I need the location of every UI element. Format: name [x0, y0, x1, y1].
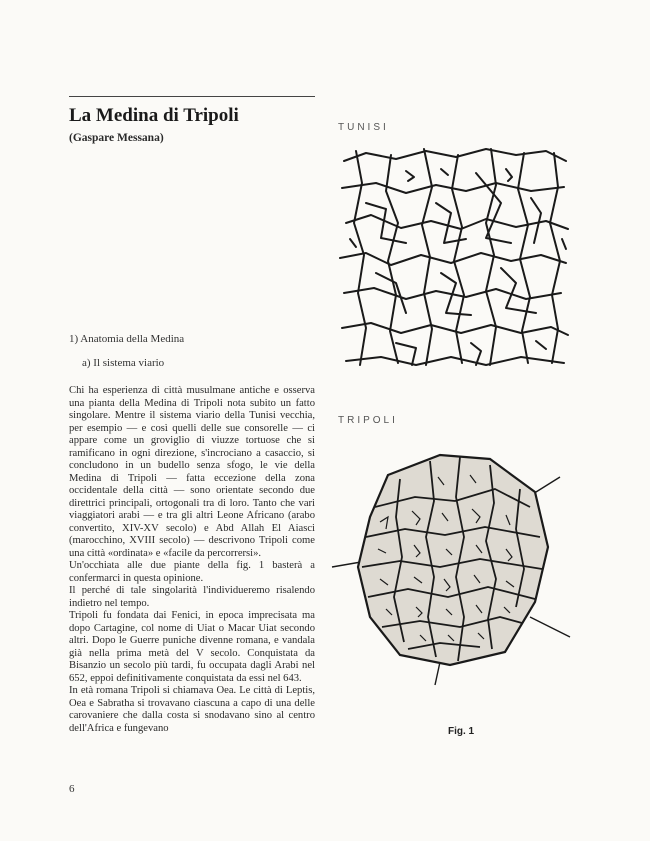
map-label-tripoli: TRIPOLI — [338, 415, 398, 426]
body-paragraph: Un'occhiata alle due piante della fig. 1 basterà a confermarci in questa opinione. — [69, 560, 315, 584]
page-number: 6 — [69, 783, 75, 795]
figure-caption: Fig. 1 — [448, 726, 475, 737]
article-author: (Gaspare Messana) — [69, 132, 164, 144]
tripoli-street-map — [330, 437, 580, 687]
article-body — [69, 385, 315, 735]
body-paragraph: Il perché di tale singolarità l'individueremo risalendo indietro nel tempo. — [69, 585, 315, 609]
title-rule — [69, 96, 315, 97]
body-paragraph: Chi ha esperienza di città musulmane antiche e osserva una pianta della Medina di Tripoli nota subito un fatto singolare. Mentre il sistema viario della Tunisi vecchia, per esempio — e così quelli delle sue consorelle — ci appare come un groviglio di viuzze tortuose che si ramificano in ogni direzione, s'incrociano a casaccio, si concludono in un budello senza sfogo, le vie della Medina di Tripoli — fatta eccezione della zona occidentale della città — sono orientate secondo due direttrici principali, ortogonali tra di loro. Tanto che vari viaggiatori arabi — e tra gli altri Leone Africano (arabo convertito, XIV-XV secolo) e Abd Allah El Aiasci (marocchino, XVIII secolo) — descrivono Tripoli come una città «ordinata» e «facile da percorrersi». — [69, 385, 315, 559]
map-label-tunisi: TUNISI — [338, 122, 389, 133]
article-title: La Medina di Tripoli — [69, 105, 239, 126]
subsection-heading: a) Il sistema viario — [82, 357, 165, 369]
body-paragraph: In età romana Tripoli si chiamava Oea. Le città di Leptis, Oea e Sabratha si trovavano ciascuna a capo di una delle carovaniere che dalla costa si snodavano sino al centro dell'Africa e fungevano — [69, 685, 315, 734]
section-heading: 1) Anatomia della Medina — [69, 333, 185, 345]
tunisi-street-map — [336, 143, 572, 373]
body-paragraph: Tripoli fu fondata dai Fenici, in epoca imprecisata ma dopo Cartagine, col nome di Uiat o Macar Uiat secondo altri. Dopo le Guerre puniche divenne romana, e vandala già nella prima metà del V secolo. Conquistata da Bisanzio un secolo più tardi, fu occupata dagli Arabi nel 652, eppoi definitivamente conquistata da essi nel 643. — [69, 610, 315, 684]
